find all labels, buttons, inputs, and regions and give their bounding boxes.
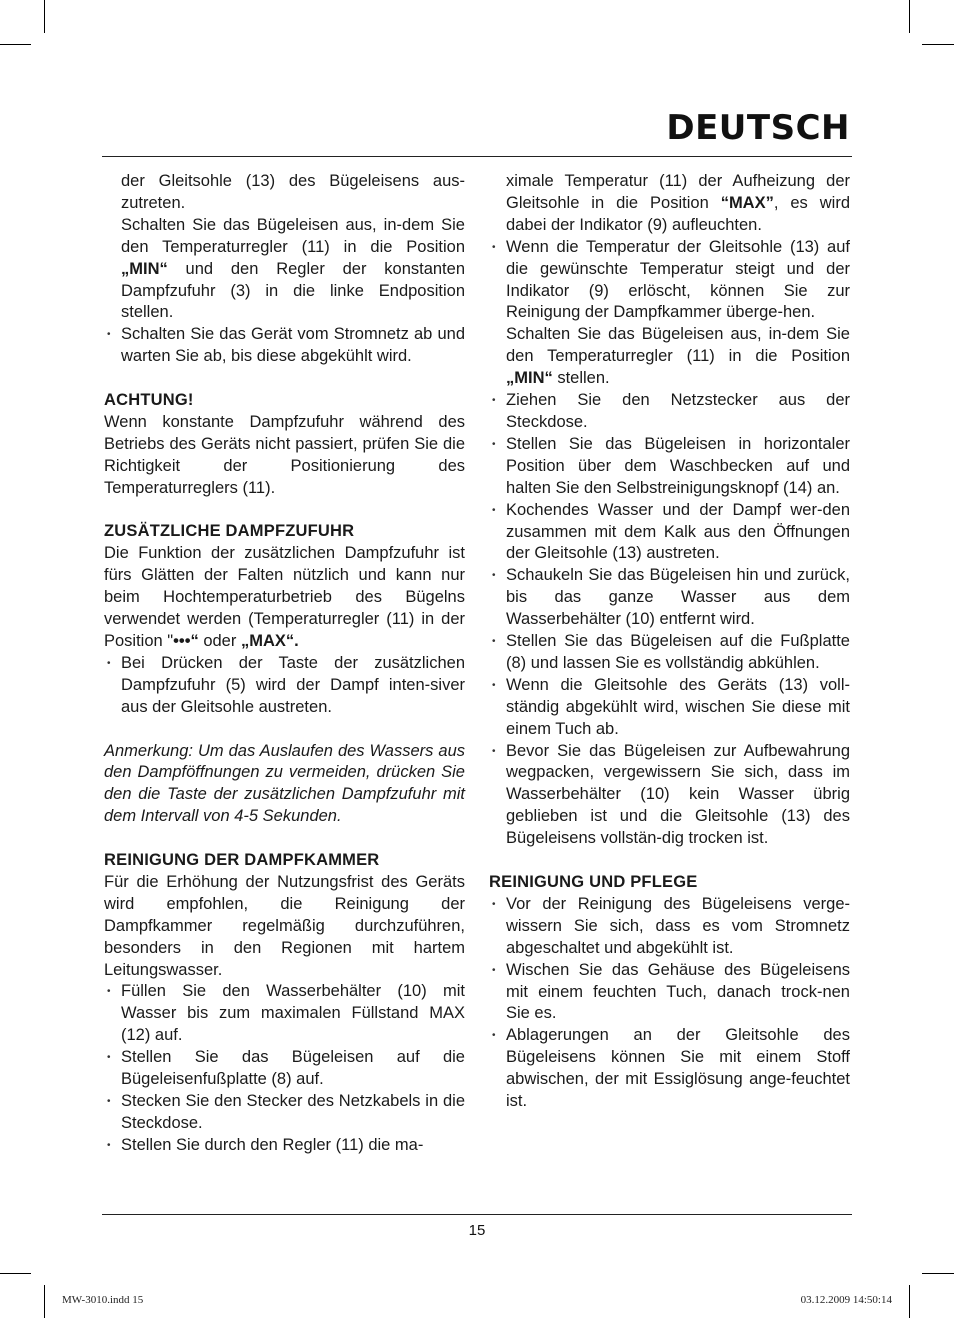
paragraph: der Gleitsohle (13) des Bügeleisens aus-zutreten. <box>121 172 465 212</box>
list-item: • Schalten Sie das Gerät vom Stromnetz ab und warten Sie ab, bis diese abgekühlt wird. <box>104 324 465 368</box>
list-item: • Stellen Sie das Bügeleisen auf die Bügeleisenfußplatte (8) auf. <box>104 1047 465 1091</box>
paragraph: ximale Temperatur (11) der Aufheizung der Gleitsohle in die Position “MAX”, es wird dabei der Indikator (9) aufleuchten. <box>506 172 850 234</box>
paragraph: Die Funktion der zusätzlichen Dampfzufuhr ist fürs Glätten der Falten nützlich und kann nur beim Hochtemperaturbetrieb des Bügelns verwendet werden (Temperaturregler (11) in der Position "•••“ oder „MAX“. <box>104 544 465 650</box>
list-item: • Kochendes Wasser und der Dampf wer-den zusammen mit dem Kalk aus den Öffnungen der Gleitsohle (13) austreten. <box>489 500 850 566</box>
crop-mark <box>922 44 954 45</box>
list-item: • Stellen Sie das Bügeleisen in horizontaler Position über dem Waschbecken auf und halten Sie den Selbstreinigungsknopf (14) an. <box>489 434 850 500</box>
list-item: • Stellen Sie das Bügeleisen auf die Fußplatte (8) und lassen Sie es vollständig abkühlen. <box>489 631 850 675</box>
language-heading: DEUTSCH <box>666 108 850 148</box>
list-item: • Bei Drücken der Taste der zusätzlichen Dampfzufuhr (5) wird der Dampf inten-siver aus der Gleitsohle austreten. <box>104 653 465 719</box>
slug-datetime: 03.12.2009 14:50:14 <box>800 1294 892 1306</box>
section-heading-pflege: REINIGUNG UND PFLEGE <box>489 872 698 891</box>
list-item: • Ziehen Sie den Netzstecker aus der Steckdose. <box>489 390 850 434</box>
paragraph: Schalten Sie das Bügeleisen aus, in-dem Sie den Temperaturregler (11) in die Position „MIN“ stellen. <box>506 325 850 388</box>
section-heading-reinigung: REINIGUNG DER DAMPFKAMMER <box>104 851 380 870</box>
section-heading-zusatz: ZUSÄTZLICHE DAMPFZUFUHR <box>104 522 355 541</box>
crop-mark <box>922 1273 954 1274</box>
note-paragraph: Anmerkung: Um das Auslaufen des Wassers aus den Dampföffnungen zu vermeiden, drücken Sie den die Taste der zusätzlichen Dampfzufuhr mit dem Intervall von 4-5 Sekunden. <box>104 741 465 826</box>
crop-mark <box>44 1285 45 1318</box>
right-column <box>489 171 850 1113</box>
list-item: • Stecken Sie den Stecker des Netzkabels in die Steckdose. <box>104 1091 465 1135</box>
crop-mark <box>909 1285 910 1318</box>
list-item: • Stellen Sie durch den Regler (11) die ma- <box>104 1135 465 1157</box>
crop-mark <box>0 1273 31 1274</box>
paragraph: Wenn konstante Dampfzufuhr während des Betriebs des Geräts nicht passiert, prüfen Sie die Richtigkeit der Positionierung des Temperaturreglers (11). <box>104 412 465 497</box>
list-item: • Wischen Sie das Gehäuse des Bügeleisens mit einem feuchten Tuch, danach trock-nen Sie es. <box>489 960 850 1026</box>
list-item: • Wenn die Gleitsohle des Geräts (13) voll-ständig abgekühlt wird, wischen Sie diese mit einem Tuch ab. <box>489 675 850 741</box>
bullet-list <box>489 390 850 850</box>
list-item: • Füllen Sie den Wasserbehälter (10) mit Wasser bis zum maximalen Füllstand MAX (12) auf. <box>104 981 465 1047</box>
list-item: • Bevor Sie das Bügeleisen zur Aufbewahrung wegpacken, vergewissern Sie sich, dass im Wasserbehälter (10) kein Wasser übrig geblieben ist und die Gleitsohle (13) des Bügeleisens vollstän-dig trocken ist. <box>489 741 850 851</box>
crop-mark <box>909 0 910 33</box>
page-number: 15 <box>468 1222 486 1239</box>
list-item: • Vor der Reinigung des Bügeleisens verge-wissern Sie sich, dass es vom Stromnetz abgeschaltet und abgekühlt ist. <box>489 894 850 960</box>
left-column <box>104 171 465 1157</box>
section-heading-achtung: ACHTUNG! <box>104 391 194 410</box>
crop-mark <box>0 44 31 45</box>
list-item: • Ablagerungen an der Gleitsohle des Bügeleisens können Sie mit einem Stoff abwischen, der mit Essiglösung ange-feuchtet ist. <box>489 1025 850 1113</box>
bullet-list <box>489 894 850 1113</box>
list-item: • Schaukeln Sie das Bügeleisen hin und zurück, bis das ganze Wasser aus dem Wasserbehälter (10) entfernt wird. <box>489 565 850 631</box>
footer-rule <box>102 1214 852 1215</box>
bullet-list <box>489 237 850 325</box>
paragraph: Für die Erhöhung der Nutzungsfrist des Geräts wird empfohlen, die Reinigung der Dampfkammer regelmäßig durchzuführen, besonders in den Regionen mit hartem Leitungswasser. <box>104 872 465 979</box>
header-rule <box>102 156 852 157</box>
list-item: • Wenn die Temperatur der Gleitsohle (13) auf die gewünschte Temperatur steigt und der Indikator (9) erlöscht, können Sie zur Reinigung der Dampfkammer überge-hen. <box>489 237 850 325</box>
bullet-list <box>104 981 465 1156</box>
bullet-list <box>104 653 465 719</box>
crop-mark <box>44 0 45 33</box>
bullet-list <box>104 324 465 368</box>
slug-filename: MW-3010.indd 15 <box>62 1294 144 1306</box>
paragraph: Schalten Sie das Bügeleisen aus, in-dem Sie den Temperaturregler (11) in die Position „MIN“ und den Regler der konstanten Dampfzufuhr (3) in die linke Endposition stellen. <box>121 215 465 322</box>
